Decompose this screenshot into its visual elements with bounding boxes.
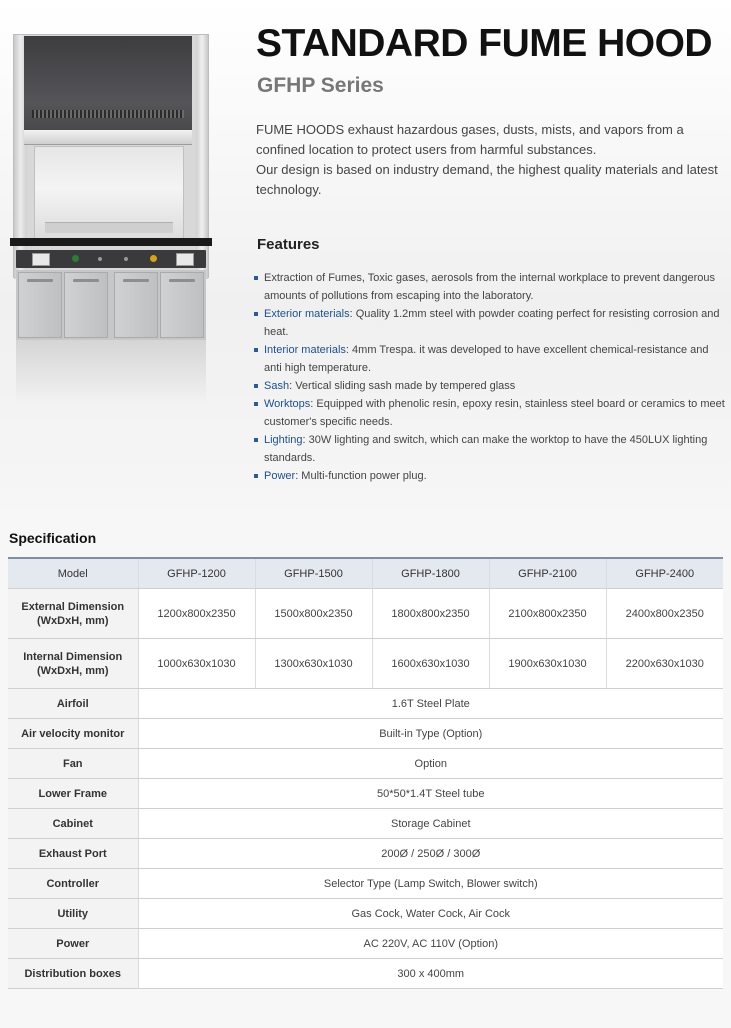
feature-item [253, 269, 727, 305]
feature-label: Exterior materials [264, 308, 350, 320]
row-label-line: (WxDxH, mm) [36, 614, 109, 627]
table-row [8, 899, 723, 929]
specification-table [8, 559, 723, 989]
table-row [8, 689, 723, 719]
table-row [8, 749, 723, 779]
bullet-icon [254, 438, 258, 442]
feature-item [253, 377, 727, 395]
feature-item [253, 305, 727, 341]
table-row [8, 869, 723, 899]
model-name: GFHP-1800 [372, 559, 489, 589]
feature-label: Power [264, 470, 296, 482]
bullet-icon [254, 384, 258, 388]
feature-label: Worktops [264, 398, 311, 410]
cell-value: Option [138, 749, 723, 779]
feature-text: : Multi-function power plug. [295, 470, 427, 482]
feature-label: Sash [264, 380, 290, 392]
table-row [8, 779, 723, 809]
row-label [8, 639, 138, 689]
model-name: GFHP-1500 [255, 559, 372, 589]
hood-worktop [10, 238, 212, 246]
row-label-line: Internal Dimension [23, 650, 123, 663]
hood-baffle [45, 222, 173, 233]
fume-hood-image [10, 34, 212, 404]
table-row [8, 639, 723, 689]
cell-value: 1800x800x2350 [372, 589, 489, 639]
cabinet-door [64, 272, 108, 338]
intro-paragraph: Our design is based on industry demand, the highest quality materials and latest technology. [256, 162, 718, 197]
table-row [8, 589, 723, 639]
table-header-row [8, 559, 723, 589]
feature-item [253, 431, 727, 467]
row-label: Fan [8, 749, 138, 779]
cell-value: 50*50*1.4T Steel tube [138, 779, 723, 809]
bullet-icon [254, 348, 258, 352]
row-label: Lower Frame [8, 779, 138, 809]
bullet-icon [254, 402, 258, 406]
feature-label: Lighting [264, 434, 303, 446]
cell-value: 1000x630x1030 [138, 639, 255, 689]
cell-value: 1300x630x1030 [255, 639, 372, 689]
intro-paragraph: FUME HOODS exhaust hazardous gases, dusts, mists, and vapors from a confined location to protect users from harmful substances. [256, 122, 684, 157]
cell-value: Gas Cock, Water Cock, Air Cock [138, 899, 723, 929]
cell-value: Storage Cabinet [138, 809, 723, 839]
cell-value: 2400x800x2350 [606, 589, 723, 639]
row-label: Cabinet [8, 809, 138, 839]
cell-value: 2200x630x1030 [606, 639, 723, 689]
model-name: GFHP-2100 [489, 559, 606, 589]
table-row [8, 809, 723, 839]
knob-icon [72, 255, 79, 262]
hood-control-panel [16, 250, 206, 268]
sash-vent [32, 110, 184, 118]
row-label: Airfoil [8, 689, 138, 719]
cell-value: Built-in Type (Option) [138, 719, 723, 749]
specification-title: Specification [9, 530, 97, 546]
hood-sash [24, 36, 192, 132]
feature-text: : Quality 1.2mm steel with powder coating perfect for resisting corrosion and heat. [264, 308, 720, 338]
bullet-icon [254, 474, 258, 478]
cell-value: 200Ø / 250Ø / 300Ø [138, 839, 723, 869]
row-label-line: (WxDxH, mm) [36, 664, 109, 677]
cell-value: Selector Type (Lamp Switch, Blower switch) [138, 869, 723, 899]
table-row [8, 959, 723, 989]
cell-value: 2100x800x2350 [489, 589, 606, 639]
cabinet-door [18, 272, 62, 338]
hood-cabinet [16, 270, 206, 340]
row-label: Air velocity monitor [8, 719, 138, 749]
model-name: GFHP-1200 [138, 559, 255, 589]
cell-value: 1.6T Steel Plate [138, 689, 723, 719]
feature-label: Interior materials [264, 344, 346, 356]
switch-icon [98, 257, 102, 261]
row-label: Utility [8, 899, 138, 929]
cabinet-door [160, 272, 204, 338]
table-row [8, 839, 723, 869]
header-model-label: Model [8, 559, 138, 589]
feature-text: : Equipped with phenolic resin, epoxy resin, stainless steel board or ceramics to meet customer's specific needs. [264, 398, 725, 428]
feature-text: : 30W lighting and switch, which can make the worktop to have the 450LUX lighting standards. [264, 434, 708, 464]
cell-value: 1200x800x2350 [138, 589, 255, 639]
features-list [253, 269, 727, 485]
table-row [8, 929, 723, 959]
row-label: Exhaust Port [8, 839, 138, 869]
row-label [8, 589, 138, 639]
feature-item [253, 467, 727, 485]
intro-text [256, 120, 724, 200]
floor-reflection [16, 340, 206, 404]
bullet-icon [254, 312, 258, 316]
gauge-icon [176, 253, 194, 266]
knob-icon [150, 255, 157, 262]
row-label-line: External Dimension [21, 600, 125, 613]
feature-item [253, 341, 727, 377]
row-label: Distribution boxes [8, 959, 138, 989]
cell-value: 1900x630x1030 [489, 639, 606, 689]
cell-value: 1600x630x1030 [372, 639, 489, 689]
specification-table-wrap [8, 557, 723, 989]
feature-text: Extraction of Fumes, Toxic gases, aerosols from the internal workplace to prevent dangerous amounts of pollutions from escaping into the laboratory. [264, 272, 716, 302]
row-label: Power [8, 929, 138, 959]
cell-value: 1500x800x2350 [255, 589, 372, 639]
cabinet-door [114, 272, 158, 338]
bullet-icon [254, 276, 258, 280]
feature-text: : 4mm Trespa. it was developed to have excellent chemical-resistance and anti high temperature. [264, 344, 709, 374]
row-label: Controller [8, 869, 138, 899]
gauge-icon [32, 253, 50, 266]
table-row [8, 719, 723, 749]
feature-item [253, 395, 727, 431]
switch-icon [124, 257, 128, 261]
features-title: Features [257, 236, 320, 253]
cell-value: 300 x 400mm [138, 959, 723, 989]
feature-text: : Vertical sliding sash made by tempered glass [289, 380, 516, 392]
sash-handle-bar [24, 130, 192, 145]
model-name: GFHP-2400 [606, 559, 723, 589]
page-subtitle: GFHP Series [257, 74, 384, 97]
cell-value: AC 220V, AC 110V (Option) [138, 929, 723, 959]
page-title: STANDARD FUME HOOD [256, 22, 713, 65]
hood-interior [34, 146, 184, 240]
